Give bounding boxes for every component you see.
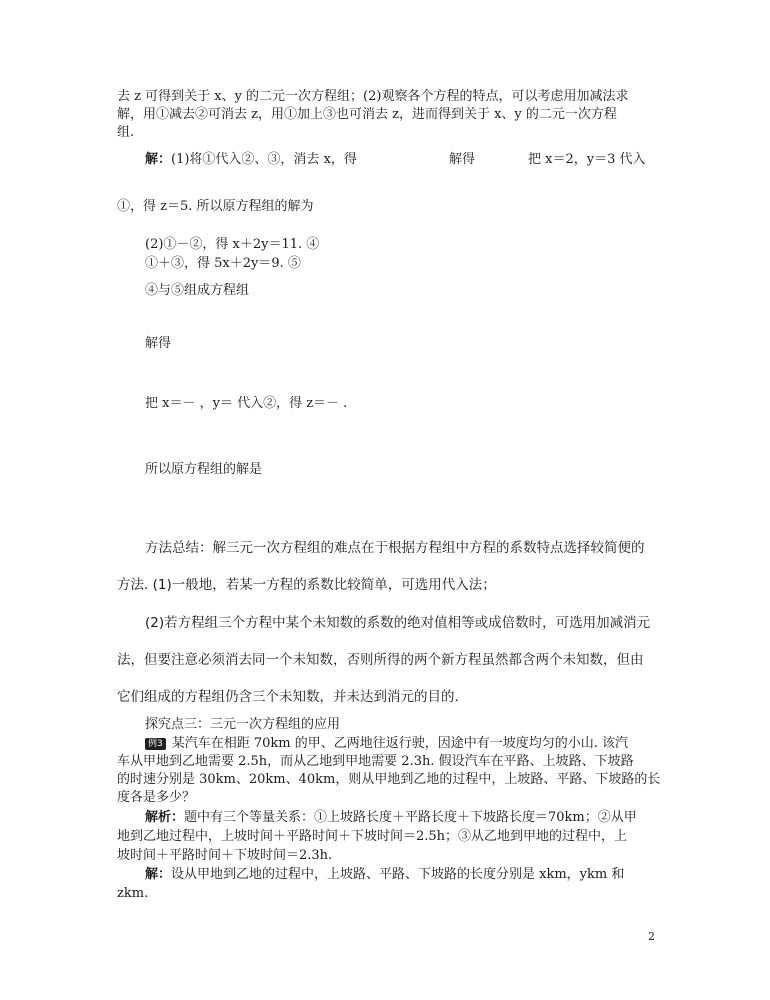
part2-line: ①＋③，得 5x＋2y＝9. ⑤ — [145, 256, 301, 271]
problem-line: 车从甲地到乙地需要 2.5h，而从乙地到甲地需要 2.3h. 假设汽车在平路、上坡路、下坡路 — [117, 754, 634, 769]
part2-line: ④与⑤组成方程组 — [145, 283, 250, 298]
problem-line: 的时速分别是 30km、20km、40km，则从甲地到乙地的过程中，上坡路、平路、下坡路的长 — [117, 772, 661, 787]
part2-line: 所以原方程组的解是 — [145, 462, 263, 477]
example-badge: 例3 — [145, 738, 166, 750]
problem-line — [145, 735, 628, 753]
intro-line: 组. — [117, 125, 135, 140]
method-line — [145, 539, 645, 557]
part2-line: 解得 — [145, 336, 172, 351]
section-heading: 探究点三：三元一次方程组的应用 — [145, 717, 341, 732]
method-line: 方法. (1)一般地，若某一方程的系数比较简单，可选用代入法； — [117, 577, 496, 593]
problem-text: 某汽车在相距 70km 的甲、乙两地往返行驶，因途中有一坡度均匀的小山. 该汽 — [171, 736, 629, 751]
method-line: 法，但要注意必须消去同一个未知数，否则所得的两个新方程虽然都含两个未知数，但由 — [117, 652, 644, 668]
method-text: 解三元一次方程组的难点在于根据方程组中方程的系数特点选择较简便的 — [212, 540, 645, 556]
solution-text: 设从甲地到乙地的过程中，上坡路、平路、下坡路的长度分别是 xkm，ykm 和 — [171, 867, 625, 882]
method-line: 它们组成的方程组仍含三个未知数，并未达到消元的目的. — [117, 689, 459, 705]
method-label: 方法总结： — [145, 540, 213, 556]
solution1-text: (1)将①代入②、③，消去 x，得 — [171, 152, 357, 167]
solution-line — [145, 866, 624, 884]
page-number: 2 — [648, 930, 655, 943]
analysis-line: 坡时间＋平路时间＋下坡时间＝2.3h. — [117, 848, 333, 863]
analysis-line: 地到乙地过程中，上坡时间＋平路时间＋下坡时间＝2.5h；③从乙地到甲地的过程中，上 — [117, 829, 628, 844]
part2-line: 把 x＝－ ，y＝ 代入②，得 z＝－ . — [145, 396, 348, 411]
solution-label: 解： — [145, 152, 172, 167]
intro-line: 解，用①减去②可消去 z，用①加上③也可消去 z，进而得到关于 x、y 的二元一次方程 — [117, 107, 617, 122]
analysis-text: 题中有三个等量关系：①上坡路长度＋平路长度＋下坡路长度＝70km；②从甲 — [184, 810, 637, 825]
solution1-line2: ①，得 z＝5. 所以原方程组的解为 — [117, 199, 314, 214]
solution1-substitute: 把 x＝2，y＝3 代入 — [528, 152, 646, 167]
analysis-line — [145, 809, 637, 827]
solution1-line — [145, 151, 357, 169]
solution1-solve: 解得 — [449, 152, 476, 167]
solution-line: zkm. — [117, 886, 149, 901]
method-line: (2)若方程组三个方程中某个未知数的系数的绝对值相等或成倍数时，可选用加减消元 — [145, 615, 651, 631]
part2-line: (2)①－②，得 x＋2y＝11. ④ — [145, 237, 320, 252]
intro-line: 去 z 可得到关于 x、y 的二元一次方程组；(2)观察各个方程的特点，可以考虑用加减法求 — [117, 89, 629, 104]
problem-line: 度各是多少？ — [117, 790, 196, 805]
analysis-label: 解析： — [145, 810, 185, 825]
solution-label: 解： — [145, 867, 172, 882]
